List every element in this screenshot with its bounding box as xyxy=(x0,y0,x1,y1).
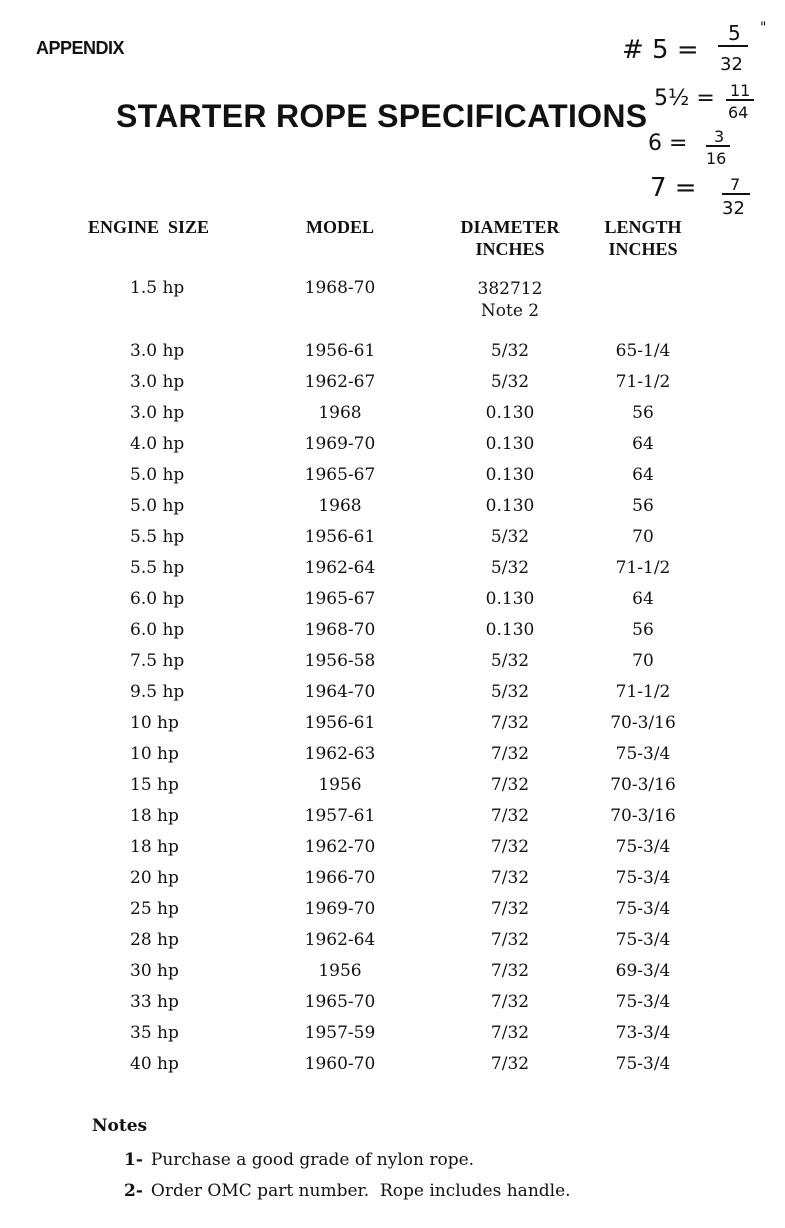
cell-length: 75-3/4 xyxy=(615,744,671,764)
cell-model: 1964-70 xyxy=(304,682,376,702)
cell-diameter: 5/32 xyxy=(490,341,530,361)
table-row xyxy=(0,278,785,324)
cell-engine: 5.0 hp xyxy=(130,496,185,516)
cell-model: 1956-61 xyxy=(304,341,376,361)
cell-diameter: 5/32 xyxy=(490,682,530,702)
cell-length: 71-1/2 xyxy=(615,372,671,392)
cell-model: 1969-70 xyxy=(304,899,376,919)
cell-length: 64 xyxy=(632,589,654,609)
table-row xyxy=(0,992,785,1022)
hw-line3-den: 16 xyxy=(706,149,727,168)
cell-length: 56 xyxy=(632,496,654,516)
cell-length: 75-3/4 xyxy=(615,899,671,919)
cell-model: 1968 xyxy=(318,496,362,516)
cell-engine: 7.5 hp xyxy=(130,651,185,671)
cell-diameter: 0.130 xyxy=(485,620,535,640)
notes-heading: Notes xyxy=(92,1116,148,1136)
note-text: Order OMC part number. Rope includes handle. xyxy=(150,1181,571,1201)
header-diameter-line2: INCHES xyxy=(475,239,545,259)
table-row xyxy=(0,930,785,960)
cell-engine: 40 hp xyxy=(130,1054,179,1074)
cell-engine: 30 hp xyxy=(130,961,179,981)
cell-length: 70 xyxy=(632,527,654,547)
handwritten-annotation xyxy=(610,10,785,220)
cell-length: 75-3/4 xyxy=(615,837,671,857)
table-row xyxy=(0,589,785,619)
cell-model: 1957-61 xyxy=(304,806,376,826)
table-row xyxy=(0,837,785,867)
table-row xyxy=(0,434,785,464)
note-item xyxy=(124,1181,571,1201)
cell-engine: 20 hp xyxy=(130,868,179,888)
cell-diameter: 7/32 xyxy=(490,868,530,888)
cell-length: 71-1/2 xyxy=(615,558,671,578)
cell-diameter: 5/32 xyxy=(490,558,530,578)
table-row xyxy=(0,775,785,805)
table-row xyxy=(0,682,785,712)
cell-model: 1956 xyxy=(318,775,362,795)
cell-model: 1968-70 xyxy=(304,278,376,298)
cell-model: 1962-67 xyxy=(304,372,376,392)
table-row xyxy=(0,496,785,526)
table-row xyxy=(0,651,785,681)
cell-model: 1962-64 xyxy=(304,930,376,950)
cell-length: 71-1/2 xyxy=(615,682,671,702)
cell-engine: 15 hp xyxy=(130,775,179,795)
cell-diameter: 0.130 xyxy=(485,434,535,454)
cell-diameter: 5/32 xyxy=(490,527,530,547)
cell-engine: 18 hp xyxy=(130,837,179,857)
cell-engine: 3.0 hp xyxy=(130,372,185,392)
cell-diameter: 5/32 xyxy=(490,651,530,671)
cell-engine: 4.0 hp xyxy=(130,434,185,454)
table-row xyxy=(0,961,785,991)
hw-line2-num: 11 xyxy=(730,81,751,100)
page-title: STARTER ROPE SPECIFICATIONS xyxy=(116,98,648,134)
cell-model: 1965-70 xyxy=(304,992,376,1012)
table-row xyxy=(0,713,785,743)
cell-model: 1968 xyxy=(318,403,362,423)
cell-diameter: 7/32 xyxy=(490,775,530,795)
table-row xyxy=(0,744,785,774)
cell-engine: 6.0 hp xyxy=(130,589,185,609)
cell-length: 69-3/4 xyxy=(615,961,671,981)
cell-model: 1966-70 xyxy=(304,868,376,888)
cell-length: 70-3/16 xyxy=(610,806,676,826)
cell-length: 70 xyxy=(632,651,654,671)
cell-length: 65-1/4 xyxy=(615,341,671,361)
note-text: Purchase a good grade of nylon rope. xyxy=(150,1150,475,1170)
header-length-line2: INCHES xyxy=(608,239,678,259)
header-diameter-line1: DIAMETER xyxy=(460,217,560,237)
cell-diameter: 7/32 xyxy=(490,899,530,919)
cell-engine: 33 hp xyxy=(130,992,179,1012)
cell-diameter: 7/32 xyxy=(490,961,530,981)
cell-diameter: 7/32 xyxy=(490,992,530,1012)
cell-engine: 18 hp xyxy=(130,806,179,826)
header-diameter xyxy=(440,216,580,260)
hw-line2-den: 64 xyxy=(728,103,749,122)
hw-line4-num: 7 xyxy=(730,175,741,194)
header-length xyxy=(573,216,713,260)
hw-line3-num: 3 xyxy=(714,127,725,146)
hw-line1-num: 5 xyxy=(728,21,741,45)
cell-engine: 35 hp xyxy=(130,1023,179,1043)
cell-length: 56 xyxy=(632,403,654,423)
table-row xyxy=(0,465,785,495)
cell-length: 75-3/4 xyxy=(615,992,671,1012)
cell-diameter: 0.130 xyxy=(485,403,535,423)
cell-model: 1956 xyxy=(318,961,362,981)
cell-model: 1957-59 xyxy=(304,1023,376,1043)
cell-model: 1960-70 xyxy=(304,1054,376,1074)
table-row xyxy=(0,527,785,557)
hw-line1-prefix: # 5 = xyxy=(622,35,699,65)
note-item xyxy=(124,1150,474,1170)
table-row xyxy=(0,558,785,588)
cell-engine: 5.5 hp xyxy=(130,558,185,578)
cell-model: 1969-70 xyxy=(304,434,376,454)
cell-length: 64 xyxy=(632,465,654,485)
cell-diameter: 0.130 xyxy=(485,589,535,609)
cell-diameter-part: 382712 xyxy=(477,279,543,299)
header-engine-size: ENGINE SIZE xyxy=(88,217,210,237)
hw-line1-mark: " xyxy=(760,20,767,36)
hw-line2-prefix: 5½ = xyxy=(654,86,715,111)
cell-diameter xyxy=(450,278,570,322)
table-row xyxy=(0,403,785,433)
cell-diameter: 7/32 xyxy=(490,837,530,857)
cell-engine: 3.0 hp xyxy=(130,403,185,423)
cell-engine: 5.5 hp xyxy=(130,527,185,547)
hw-line3-prefix: 6 = xyxy=(648,131,688,156)
cell-length: 70-3/16 xyxy=(610,775,676,795)
cell-diameter: 7/32 xyxy=(490,744,530,764)
cell-model: 1962-70 xyxy=(304,837,376,857)
cell-engine: 3.0 hp xyxy=(130,341,185,361)
cell-diameter: 7/32 xyxy=(490,1054,530,1074)
cell-diameter: 7/32 xyxy=(490,713,530,733)
cell-length: 75-3/4 xyxy=(615,1054,671,1074)
cell-diameter: 5/32 xyxy=(490,372,530,392)
cell-model: 1962-64 xyxy=(304,558,376,578)
cell-diameter: 7/32 xyxy=(490,806,530,826)
cell-diameter-note: Note 2 xyxy=(480,301,540,321)
header-model: MODEL xyxy=(305,217,374,237)
note-number: 1- xyxy=(124,1150,143,1170)
cell-model: 1956-61 xyxy=(304,527,376,547)
hw-line4-den: 32 xyxy=(722,198,745,219)
cell-engine: 6.0 hp xyxy=(130,620,185,640)
cell-length: 70-3/16 xyxy=(610,713,676,733)
cell-engine: 28 hp xyxy=(130,930,179,950)
cell-diameter: 7/32 xyxy=(490,1023,530,1043)
table-row xyxy=(0,620,785,650)
header-length-line1: LENGTH xyxy=(604,217,682,237)
table-row xyxy=(0,341,785,371)
cell-engine: 10 hp xyxy=(130,744,179,764)
hw-line1-den: 32 xyxy=(720,54,743,75)
cell-engine: 25 hp xyxy=(130,899,179,919)
cell-engine: 1.5 hp xyxy=(130,278,185,298)
cell-diameter: 7/32 xyxy=(490,930,530,950)
cell-length: 75-3/4 xyxy=(615,930,671,950)
cell-engine: 10 hp xyxy=(130,713,179,733)
cell-length: 56 xyxy=(632,620,654,640)
table-row xyxy=(0,899,785,929)
table-row xyxy=(0,868,785,898)
table-row xyxy=(0,372,785,402)
appendix-label: APPENDIX xyxy=(36,38,125,58)
cell-model: 1956-61 xyxy=(304,713,376,733)
table-row xyxy=(0,806,785,836)
cell-diameter: 0.130 xyxy=(485,496,535,516)
cell-engine: 9.5 hp xyxy=(130,682,185,702)
hw-line4-prefix: 7 = xyxy=(650,173,697,203)
cell-model: 1968-70 xyxy=(304,620,376,640)
cell-length: 75-3/4 xyxy=(615,868,671,888)
table-row xyxy=(0,1054,785,1084)
cell-model: 1956-58 xyxy=(304,651,376,671)
note-number: 2- xyxy=(124,1181,143,1201)
cell-model: 1965-67 xyxy=(304,589,376,609)
cell-length: 64 xyxy=(632,434,654,454)
cell-length: 73-3/4 xyxy=(615,1023,671,1043)
cell-model: 1965-67 xyxy=(304,465,376,485)
table-row xyxy=(0,1023,785,1053)
cell-diameter: 0.130 xyxy=(485,465,535,485)
cell-model: 1962-63 xyxy=(304,744,376,764)
cell-engine: 5.0 hp xyxy=(130,465,185,485)
